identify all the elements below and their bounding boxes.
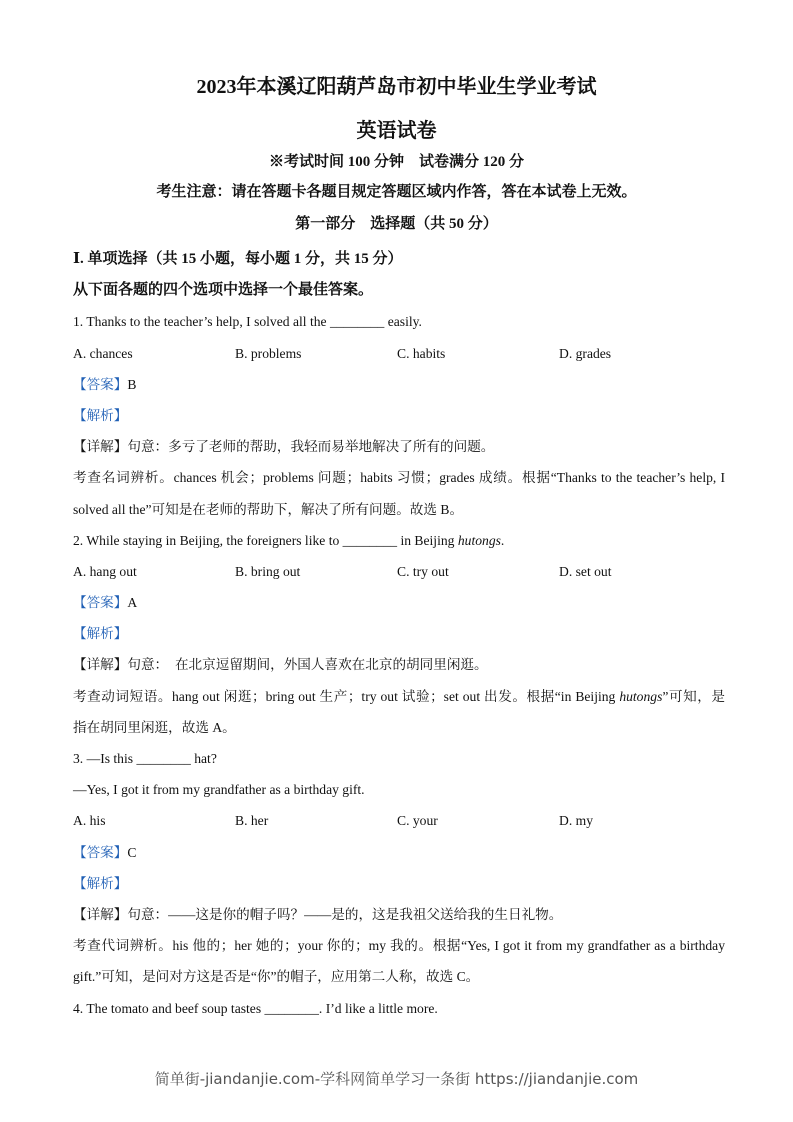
question-2-stem <box>73 525 725 556</box>
question-3-answer <box>73 837 725 868</box>
question-3-options <box>73 805 725 836</box>
question-content <box>73 244 725 1024</box>
question-3-stem: 3. —Is this ________ hat? <box>73 751 217 766</box>
answer-value: C <box>127 844 137 860</box>
detail-text: 句意： 在北京逗留期间，外国人喜欢在北京的胡同里闲逛。 <box>127 657 488 673</box>
analysis-label: 【解析】 <box>73 875 128 891</box>
option-c: C. your <box>397 813 438 829</box>
question-3-detail <box>73 899 725 930</box>
section-heading: Ⅰ. 单项选择（共 15 小题，每小题 1 分，共 15 分） <box>73 251 403 267</box>
question-2-detail <box>73 649 725 680</box>
option-b: B. problems <box>235 345 302 361</box>
stem-italic: hutongs <box>457 532 501 548</box>
analysis-label: 【解析】 <box>73 626 128 642</box>
exam-title: 2023年本溪辽阳葫芦岛市初中毕业生学业考试 <box>196 76 597 98</box>
part-heading: 第一部分 选择题（共 50 分） <box>295 216 498 232</box>
stem-end: . <box>500 532 505 548</box>
detail-text: 句意：多亏了老师的帮助，我轻而易举地解决了所有的问题。 <box>127 439 495 455</box>
option-c: C. habits <box>397 345 446 361</box>
answer-label: 【答案】 <box>73 376 128 392</box>
answer-label: 【答案】 <box>73 595 128 611</box>
exam-subtitle: 英语试卷 <box>356 120 437 142</box>
detail-label: 【详解】 <box>73 439 128 455</box>
exam-note: 考生注意：请在答题卡各题目规定答题区域内作答，答在本试卷上无效。 <box>156 184 637 200</box>
question-1-answer <box>73 369 725 400</box>
page-footer: 简单街-jiandanjie.com-学科网简单学习一条街 https://jiandanjie.com <box>154 1070 639 1088</box>
question-1-stem: 1. Thanks to the teacher’s help, I solved all the ________ easily. <box>73 314 422 330</box>
question-2-options <box>73 556 725 587</box>
question-1-explain-line-2: solved all the”可知是在老师的帮助下，解决了所有问题。故选 B。 <box>73 501 464 517</box>
question-2-explain-line-2: 指在胡同里闲逛，故选 A。 <box>73 719 236 735</box>
question-2-explain-line-1 <box>73 681 725 712</box>
question-1-explain-line-1: 考查名词辨析。chances 机会；problems 问题；habits 习惯；grades 成绩。根据“Thanks to the teacher’s help, I <box>73 470 725 486</box>
option-d: D. set out <box>559 563 612 579</box>
question-1-options <box>73 338 725 369</box>
explain-text: 考查动词短语。hang out 闲逛；bring out 生产；try out 试验；set out 出发。根据“in Beijing <box>73 688 620 704</box>
option-b: B. her <box>235 813 269 829</box>
exam-meta: ※考试时间 100 分钟 试卷满分 120 分 <box>268 154 524 170</box>
option-a: A. chances <box>73 345 133 361</box>
question-1-detail <box>73 431 725 462</box>
question-3-explain-line-1: 考查代词辨析。his 他的；her 她的；your 你的；my 我的。根据“Yes, I got it from my grandfather as a birthday <box>73 938 725 954</box>
answer-value: A <box>127 595 138 611</box>
option-d: D. grades <box>559 345 612 361</box>
question-4-stem: 4. The tomato and beef soup tastes ________. I’d like a little more. <box>73 1000 438 1016</box>
detail-label: 【详解】 <box>73 906 128 922</box>
explain-end: ”可知，是 <box>662 688 725 704</box>
option-c: C. try out <box>397 563 449 579</box>
analysis-label: 【解析】 <box>73 407 128 423</box>
answer-label: 【答案】 <box>73 844 128 860</box>
option-a: A. his <box>73 813 106 829</box>
question-2-answer <box>73 587 725 618</box>
option-d: D. my <box>559 813 593 829</box>
question-3-explain-line-2: gift.”可知，是问对方这是否是“你”的帽子，应用第二人称，故选 C。 <box>73 969 480 985</box>
detail-label: 【详解】 <box>73 657 128 673</box>
option-b: B. bring out <box>235 563 301 579</box>
answer-value: B <box>127 376 137 392</box>
question-3-stem-reply: —Yes, I got it from my grandfather as a birthday gift. <box>73 782 365 798</box>
option-a: A. hang out <box>73 563 137 579</box>
stem-text: 2. While staying in Beijing, the foreigners like to ________ in Beijing <box>73 532 458 548</box>
explain-italic: hutongs <box>619 688 663 704</box>
detail-text: 句意：——这是你的帽子吗？——是的，这是我祖父送给我的生日礼物。 <box>127 906 563 922</box>
section-instruction: 从下面各题的四个选项中选择一个最佳答案。 <box>73 282 374 299</box>
